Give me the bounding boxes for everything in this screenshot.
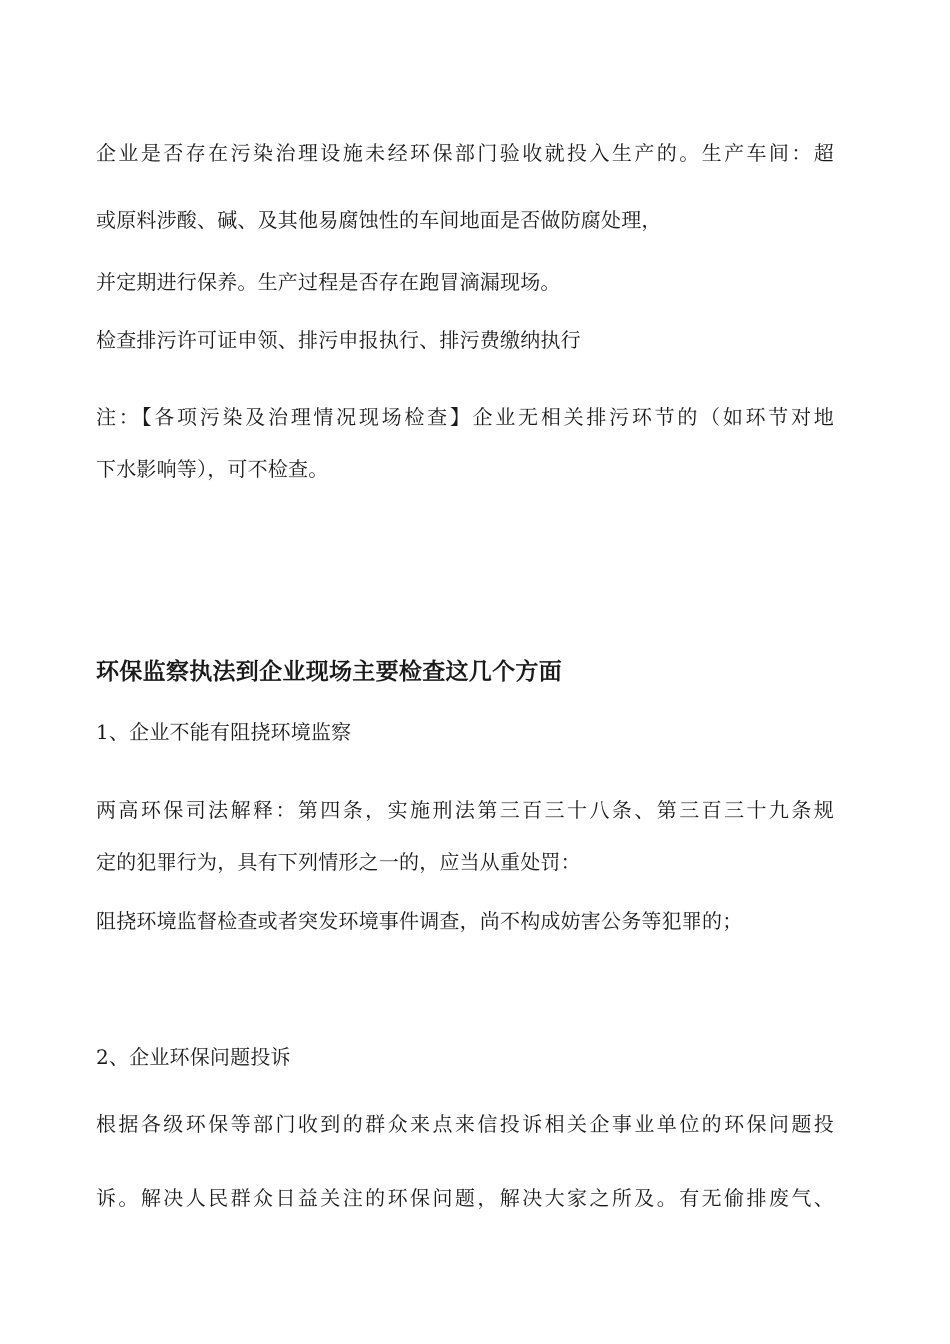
paragraph-line: 根据各级环保等部门收到的群众来点来信投诉相关企事业单位的环保问题投 — [96, 1112, 834, 1136]
paragraph-line: 或原料涉酸、碱、及其他易腐蚀性的车间地面是否做防腐处理， — [96, 208, 662, 232]
paragraph-line: 定的犯罪行为，具有下列情形之一的，应当从重处罚： — [96, 850, 581, 874]
item-title: 2、企业环保问题投诉 — [96, 1045, 291, 1069]
section-heading: 环保监察执法到企业现场主要检查这几个方面 — [96, 659, 562, 685]
paragraph-line: 两高环保司法解释：第四条，实施刑法第三百三十八条、第三百三十九条规 — [96, 798, 834, 822]
paragraph-line: 企业是否存在污染治理设施未经环保部门验收就投入生产的。生产车间：超 — [96, 141, 834, 165]
item-title: 1、企业不能有阻挠环境监察 — [96, 720, 352, 744]
paragraph-line: 并定期进行保养。生产过程是否存在跑冒滴漏现场。 — [96, 270, 561, 294]
note-line: 注：【各项污染及治理情况现场检查】企业无相关排污环节的（如环节对地 — [96, 405, 834, 429]
note-line: 下水影响等），可不检查。 — [96, 457, 329, 481]
paragraph-line: 诉。解决人民群众日益关注的环保问题，解决大家之所及。有无偷排废气、 — [96, 1186, 834, 1210]
paragraph-line: 阻挠环境监督检查或者突发环境事件调查，尚不构成妨害公务等犯罪的； — [96, 909, 743, 933]
paragraph-line: 检查排污许可证申领、排污申报执行、排污费缴纳执行 — [96, 328, 581, 352]
